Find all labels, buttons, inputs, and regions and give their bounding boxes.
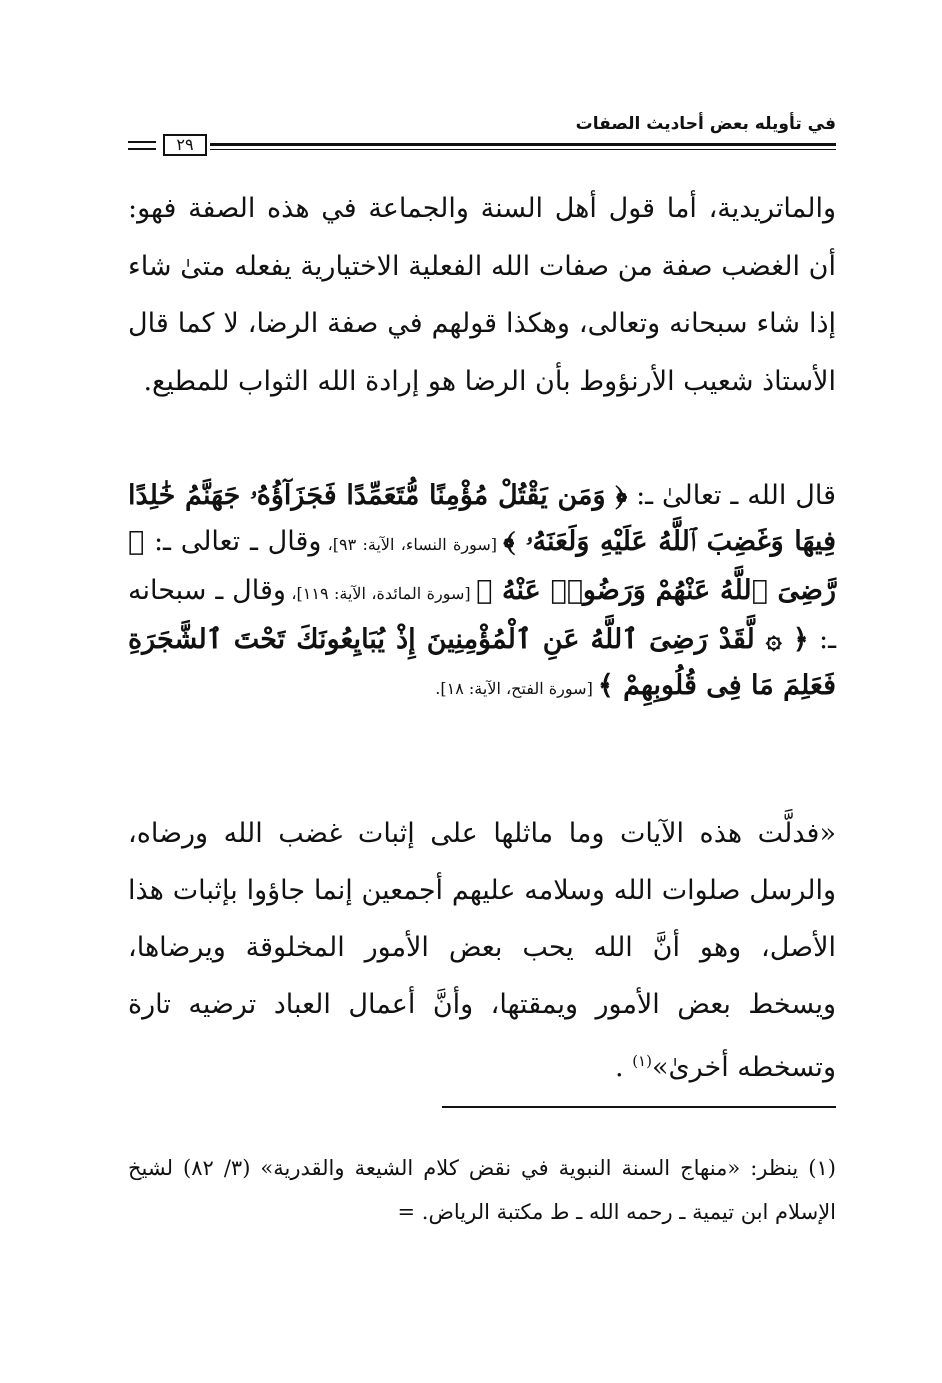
page-number-dash-top — [128, 141, 156, 143]
footnote-marker: (١) — [632, 1052, 652, 1070]
page-number: ٢٩ — [163, 134, 207, 156]
verse-3: ﴿ ۞ لَّقَدْ رَضِىَ ٱللَّهُ عَنِ ٱلْمُؤْمِنِينَ إِذْ يُبَايِعُونَكَ تَحْتَ ٱلشَّجَرَةِ فَعَلِمَ مَا فِى قُلُوبِهِمْ ﴾ — [128, 624, 836, 701]
page-header — [128, 112, 836, 162]
intro-1: قال الله ـ تعالىٰ ـ: — [627, 480, 836, 511]
intro-2: وقال ـ تعالى ـ: — [144, 526, 322, 557]
paragraph-2-quran-citations — [128, 473, 836, 712]
header-rule-thin — [210, 149, 836, 150]
footnote-separator — [442, 1106, 836, 1108]
intro-3: وقال ـ سبحانه ـ: — [128, 575, 836, 655]
quote-text: «فدلَّت هذه الآيات وما ماثلها على إثبات غضب الله ورضاه، والرسل صلوات الله وسلامه عليهم أجمعين إنما جاؤوا بإثبات هذا الأصل، وهو أنَّ الله يحب بعض الأمور المخلوقة ويرضاها، ويسخط بعض الأمور ويمقتها، وأنَّ أعمال العباد ترضيه تارة وتسخطه أخرىٰ» — [128, 818, 836, 1083]
header-rule-thick — [210, 143, 836, 146]
verse-2: ﴿ رَّضِىَ ٱللَّهُ عَنْهُمْ وَرَضُوا۟ عَنْهُ ﴾ — [128, 526, 837, 606]
verse-1: ﴿ وَمَن يَقْتُلْ مُؤْمِنًا مُّتَعَمِّدًا فَجَزَآؤُهُۥ جَهَنَّمُ خَٰلِدًا فِيهَا وَغَضِبَ ٱللَّهُ عَلَيْهِ وَلَعَنَهُۥ ﴾ — [128, 480, 836, 557]
paragraph-1: والماتريدية، أما قول أهل السنة والجماعة في هذه الصفة فهو: أن الغضب صفة من صفات الله الفعلية الاختيارية يفعله متىٰ شاء إذا شاء سبحانه وتعالى، وهكذا قولهم في صفة الرضا، لا كما قال الأستاذ شعيب الأرنؤوط بأن الرضا هو إرادة الله الثواب للمطيع. — [128, 193, 836, 397]
page-number-dash-bottom — [128, 148, 156, 150]
running-title: في تأويله بعض أحاديث الصفات — [575, 114, 836, 134]
quote-end: . — [615, 1052, 633, 1083]
footnote-1: (١) ينظر: «منهاج السنة النبوية في نقض كلام الشيعة والقدرية» (٣/ ٨٢) لشيخ الإسلام ابن تيمية ـ رحمه الله ـ ط مكتبة الرياض. = — [128, 1156, 836, 1224]
verse-ref-2: [سورة المائدة، الآية: ١١٩]، — [285, 584, 477, 603]
verse-ref-3: [سورة الفتح، الآية: ١٨]. — [435, 679, 598, 698]
verse-ref-1: [سورة النساء، الآية: ٩٣]، — [321, 535, 504, 554]
paragraph-3-quote — [128, 805, 836, 1096]
